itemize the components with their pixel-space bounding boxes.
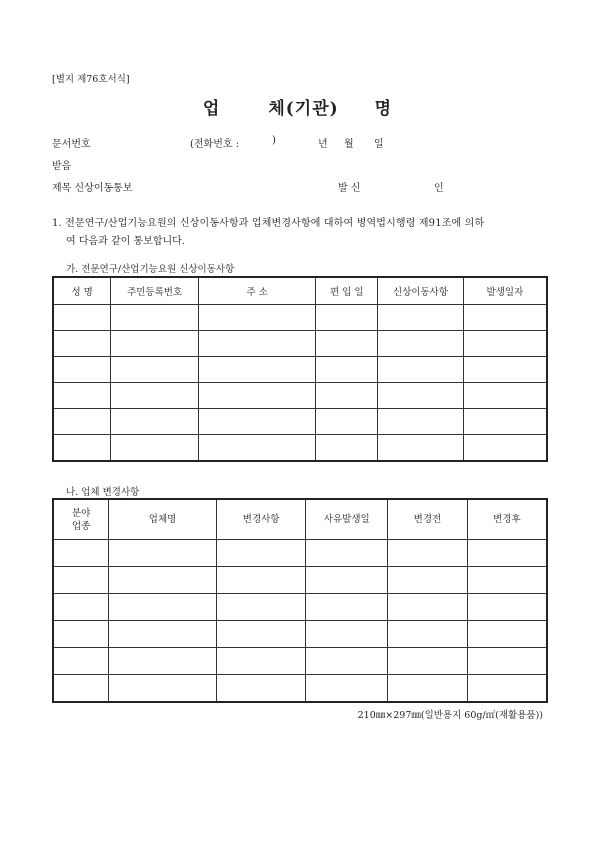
table-cell[interactable] <box>463 383 547 409</box>
table-cell[interactable] <box>388 540 468 567</box>
table-cell[interactable] <box>53 331 111 357</box>
date-year: 년 <box>318 139 328 150</box>
form-number: [별지 제76호서식] <box>52 74 130 85</box>
table-cell[interactable] <box>111 409 199 435</box>
col-before: 변경전 <box>388 499 468 540</box>
table-cell[interactable] <box>316 357 378 383</box>
table-cell[interactable] <box>53 567 109 594</box>
table-cell[interactable] <box>216 675 306 703</box>
table-cell[interactable] <box>306 540 388 567</box>
table-cell[interactable] <box>53 594 109 621</box>
recipient-label: 받음 <box>52 161 72 172</box>
table-cell[interactable] <box>388 621 468 648</box>
table-header-row <box>53 277 547 305</box>
phone-label: (전화번호 : <box>190 139 240 150</box>
table-cell[interactable] <box>467 540 547 567</box>
table-cell[interactable] <box>198 357 316 383</box>
table-cell[interactable] <box>111 357 199 383</box>
table-row <box>53 383 547 409</box>
table-cell[interactable] <box>463 305 547 331</box>
table-row <box>53 357 547 383</box>
table-cell[interactable] <box>306 675 388 703</box>
col-occurrence-date: 발생일자 <box>463 277 547 305</box>
col-field-industry: 분야 업종 <box>53 499 109 540</box>
table-cell[interactable] <box>388 594 468 621</box>
table-cell[interactable] <box>463 435 547 462</box>
doc-number-label: 문서번호 <box>52 139 91 150</box>
col-change-detail: 신상이동사항 <box>378 277 464 305</box>
col-address: 주 소 <box>198 277 316 305</box>
col-reason-date: 사유발생일 <box>306 499 388 540</box>
table-header-row <box>53 499 547 540</box>
table-cell[interactable] <box>306 621 388 648</box>
table-cell[interactable] <box>198 383 316 409</box>
table-cell[interactable] <box>109 621 217 648</box>
table-cell[interactable] <box>198 435 316 462</box>
date-month: 월 <box>344 139 354 150</box>
table-cell[interactable] <box>111 331 199 357</box>
phone-close: ) <box>272 135 276 146</box>
table-row <box>53 621 547 648</box>
subject-line: 제목 신상이동통보 <box>52 183 133 194</box>
table-row <box>53 409 547 435</box>
table-cell[interactable] <box>53 357 111 383</box>
title-part-2: 체(기관) <box>268 99 339 119</box>
table-cell[interactable] <box>378 331 464 357</box>
table-cell[interactable] <box>316 305 378 331</box>
table-cell[interactable] <box>53 305 111 331</box>
table-cell[interactable] <box>467 621 547 648</box>
table-cell[interactable] <box>306 594 388 621</box>
table-row <box>53 648 547 675</box>
table-cell[interactable] <box>388 567 468 594</box>
table-cell[interactable] <box>109 648 217 675</box>
document-title <box>0 94 595 119</box>
table-cell[interactable] <box>111 383 199 409</box>
table-cell[interactable] <box>463 357 547 383</box>
table-cell[interactable] <box>216 648 306 675</box>
table-cell[interactable] <box>109 594 217 621</box>
col-name: 성 명 <box>53 277 111 305</box>
date-day: 일 <box>374 139 384 150</box>
table-cell[interactable] <box>53 383 111 409</box>
table-cell[interactable] <box>388 648 468 675</box>
table-cell[interactable] <box>467 594 547 621</box>
table-cell[interactable] <box>316 409 378 435</box>
table-cell[interactable] <box>111 435 199 462</box>
table-cell[interactable] <box>109 675 217 703</box>
table-cell[interactable] <box>216 594 306 621</box>
table-cell[interactable] <box>53 409 111 435</box>
sender-label: 발 신 <box>338 183 361 194</box>
table-cell[interactable] <box>53 540 109 567</box>
table-cell[interactable] <box>467 648 547 675</box>
table-cell[interactable] <box>216 621 306 648</box>
body-line-1: 1. 전문연구/산업기능요원의 신상이동사항과 업체변경사항에 대하여 병역법시행령 제91조에 의하 <box>52 218 485 229</box>
body-line-2: 여 다음과 같이 통보합니다. <box>66 236 185 247</box>
table-cell[interactable] <box>463 409 547 435</box>
table-cell[interactable] <box>378 409 464 435</box>
table-cell[interactable] <box>216 567 306 594</box>
table-row <box>53 435 547 462</box>
col-after: 변경후 <box>467 499 547 540</box>
table-cell[interactable] <box>467 675 547 703</box>
table-cell[interactable] <box>378 435 464 462</box>
table-cell[interactable] <box>306 648 388 675</box>
table-row <box>53 305 547 331</box>
table-cell[interactable] <box>198 305 316 331</box>
table-cell[interactable] <box>316 331 378 357</box>
table-cell[interactable] <box>53 648 109 675</box>
table-cell[interactable] <box>463 331 547 357</box>
table-cell[interactable] <box>109 567 217 594</box>
table-cell[interactable] <box>316 383 378 409</box>
table-row <box>53 594 547 621</box>
table-cell[interactable] <box>198 331 316 357</box>
table-cell[interactable] <box>306 567 388 594</box>
table-row <box>53 675 547 703</box>
table-cell[interactable] <box>198 409 316 435</box>
paper-spec-footer: 210㎜×297㎜(일반용지 60g/㎡(재활용품)) <box>357 710 543 721</box>
seal-mark: 인 <box>434 183 444 194</box>
col-change-item: 변경사항 <box>216 499 306 540</box>
table-cell[interactable] <box>378 357 464 383</box>
col-resident-number: 주민등록번호 <box>111 277 199 305</box>
table-cell[interactable] <box>111 305 199 331</box>
table-cell[interactable] <box>53 435 111 462</box>
section-a-title: 가. 전문연구/산업기능요원 신상이동사항 <box>66 264 235 275</box>
col-enrollment-date: 편 입 일 <box>316 277 378 305</box>
table-row <box>53 567 547 594</box>
table-row <box>53 331 547 357</box>
table-cell[interactable] <box>388 675 468 703</box>
title-part-3: 명 <box>374 99 393 119</box>
table-cell[interactable] <box>53 675 109 703</box>
section-b-title: 나. 업체 변경사항 <box>66 487 140 498</box>
table-cell[interactable] <box>109 540 217 567</box>
title-part-1: 업 <box>202 99 221 119</box>
personnel-change-table <box>52 276 548 462</box>
table-cell[interactable] <box>467 567 547 594</box>
table-cell[interactable] <box>216 540 306 567</box>
table-cell[interactable] <box>316 435 378 462</box>
table-cell[interactable] <box>378 383 464 409</box>
table-row <box>53 540 547 567</box>
company-change-table <box>52 498 548 703</box>
table-cell[interactable] <box>53 621 109 648</box>
col-company-name: 업체명 <box>109 499 217 540</box>
table-cell[interactable] <box>378 305 464 331</box>
